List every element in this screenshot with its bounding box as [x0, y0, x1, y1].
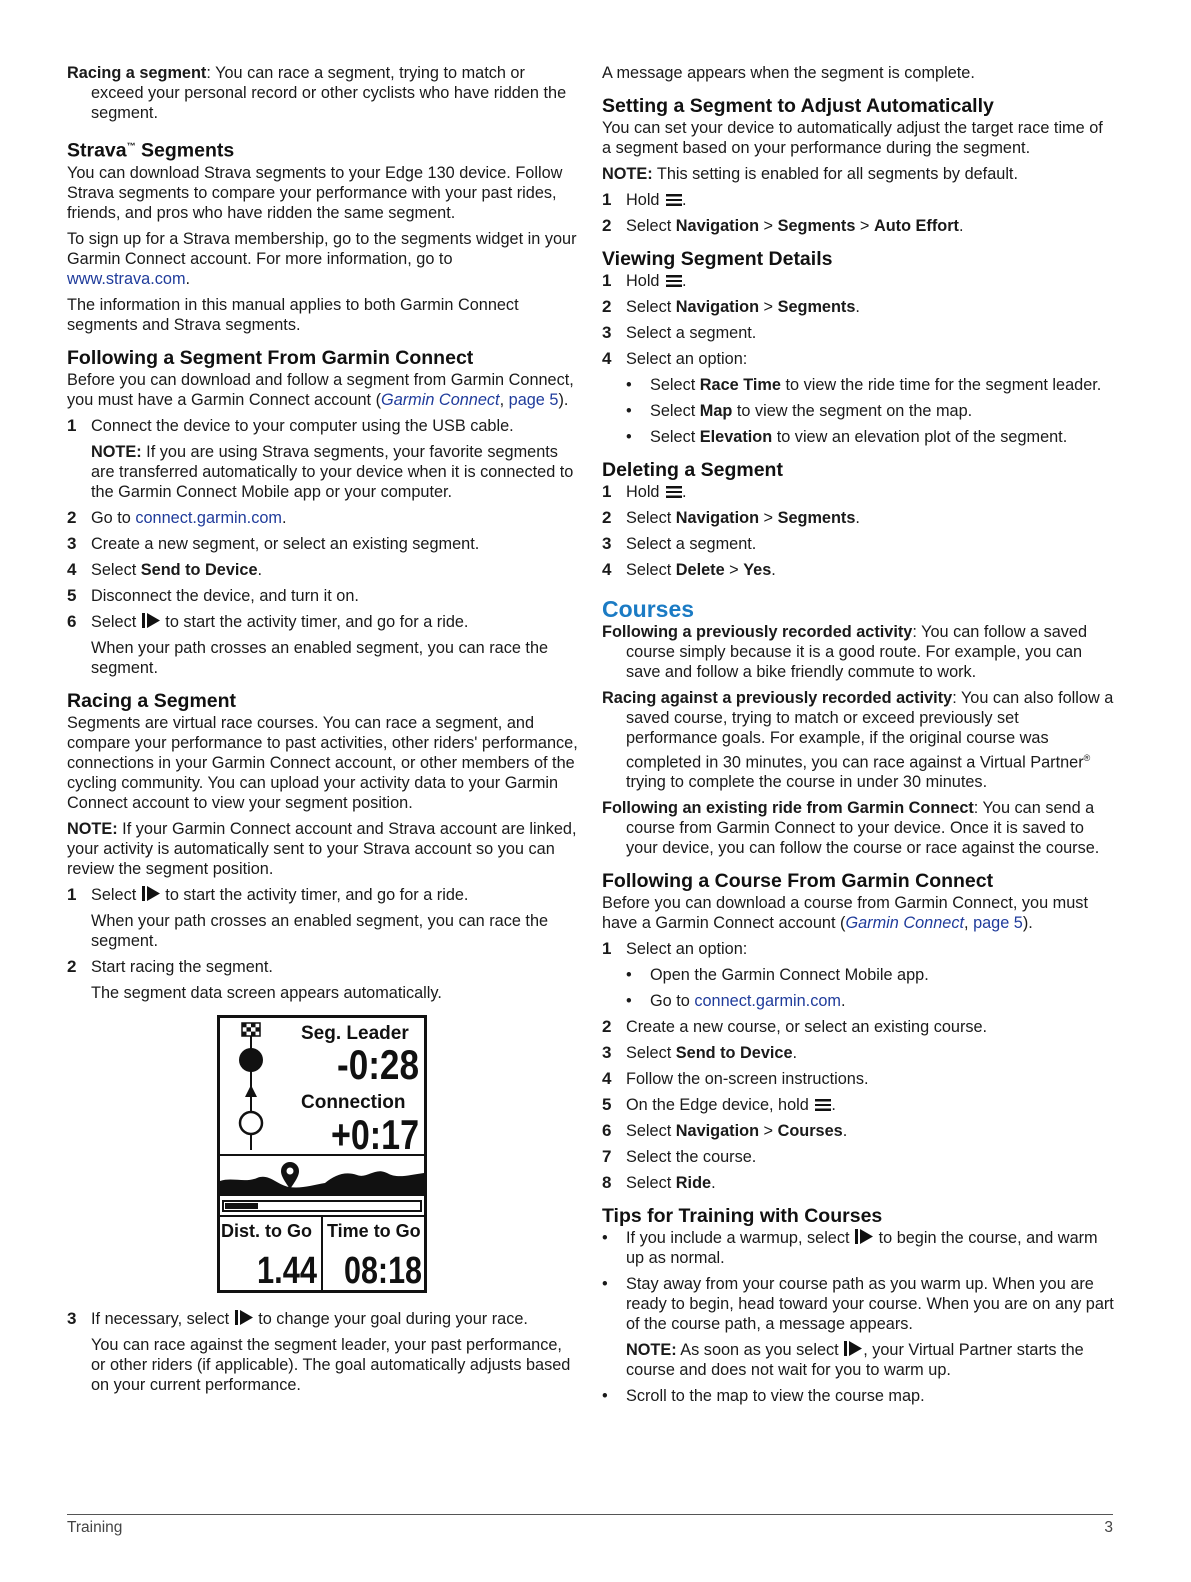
- text: to change your goal during your race.: [253, 1309, 528, 1328]
- text: Select: [626, 1122, 676, 1141]
- step-number: 7: [602, 1147, 612, 1167]
- text: If necessary, select: [91, 1309, 234, 1328]
- step-subtext: The segment data screen appears automatically.: [91, 983, 442, 1002]
- text: ).: [1022, 914, 1033, 933]
- text: .: [855, 509, 860, 527]
- step-number: 3: [602, 323, 612, 342]
- text: to start the activity timer, and go for a ride.: [160, 612, 469, 631]
- step: [602, 190, 1114, 210]
- term: Racing against a previously recorded activity: [602, 689, 953, 707]
- start-stop-icon: [234, 1309, 254, 1326]
- step: [602, 1069, 1114, 1089]
- separator: >: [759, 509, 778, 527]
- connect-garmin-link[interactable]: connect.garmin.com: [135, 508, 282, 527]
- step: [602, 939, 1114, 959]
- step: [602, 297, 1114, 317]
- menu-icon: [666, 194, 682, 206]
- ui-term: Elevation: [699, 428, 773, 446]
- ui-term: Navigation: [675, 298, 760, 316]
- note-label: NOTE:: [91, 442, 142, 461]
- step: [602, 349, 1114, 369]
- page-number: 3: [1104, 1519, 1113, 1536]
- step-number: 4: [602, 1069, 612, 1089]
- list-item: [626, 427, 1114, 447]
- ui-term: Delete: [675, 561, 725, 579]
- paragraph: Segments are virtual race courses. You can race a segment, and compare your performance to past activities, other riders' performance, connections in your Garmin Connect account, or other members of the cycling community. You can upload your activity data to your Garmin Connect account to view your segment position.: [67, 713, 578, 812]
- step-number: 2: [602, 508, 612, 527]
- step-number: 2: [67, 507, 77, 527]
- step-text: Select an option:: [626, 940, 748, 959]
- footer-section: Training: [67, 1519, 123, 1536]
- text: to begin the course, and warm up as normal.: [626, 1229, 1098, 1268]
- text: ,: [499, 390, 509, 409]
- leader-label: Seg. Leader: [301, 1022, 409, 1044]
- step: [67, 560, 579, 580]
- step: [67, 612, 579, 632]
- paragraph: [67, 370, 579, 410]
- step-number: 1: [67, 415, 77, 435]
- text: to view the segment on the map.: [732, 402, 973, 420]
- step-text: [626, 508, 1114, 528]
- ui-term: Yes: [743, 561, 772, 579]
- bullet: •: [602, 1275, 608, 1294]
- step: [67, 1309, 579, 1329]
- step: [67, 957, 579, 977]
- text: ).: [558, 390, 569, 409]
- following-course-heading: Following a Course From Garmin Connect: [602, 870, 994, 893]
- viewing-segment-heading: Viewing Segment Details: [602, 248, 833, 270]
- text: to view an elevation plot of the segment.: [772, 428, 1068, 446]
- text: Hold: [626, 272, 665, 290]
- text: Select: [650, 402, 700, 420]
- step-text: Create a new course, or select an existing course.: [626, 1018, 988, 1037]
- courses-heading: Courses: [602, 596, 695, 622]
- course-definition: [602, 688, 1114, 792]
- step: [602, 323, 1114, 343]
- start-stop-icon: [854, 1228, 874, 1245]
- step-number: 8: [602, 1173, 612, 1193]
- step-number: 5: [602, 1095, 612, 1115]
- ui-term: Navigation: [675, 509, 760, 527]
- racing-segment-heading: Racing a Segment: [67, 689, 237, 712]
- text: Select: [650, 376, 700, 394]
- text: .: [771, 561, 776, 579]
- list-item: [602, 1274, 1114, 1334]
- step: [67, 534, 579, 554]
- paragraph: You can set your device to automatically adjust the target race time of a segment based on your performance during the segment.: [602, 119, 1103, 157]
- note: [67, 442, 579, 502]
- step: [602, 560, 1114, 580]
- tips-heading: Tips for Training with Courses: [602, 1205, 883, 1228]
- text: to start the activity timer, and go for a ride.: [160, 885, 469, 904]
- term: Following an existing ride from Garmin Connect: [602, 799, 974, 818]
- deleting-segment-heading: Deleting a Segment: [602, 459, 783, 481]
- text: If you include a warmup, select: [626, 1229, 855, 1248]
- heading-text: Segments: [135, 139, 235, 162]
- text: Hold: [626, 191, 665, 209]
- strava-heading: [67, 135, 579, 163]
- text: .: [185, 269, 191, 288]
- step: [602, 534, 1114, 554]
- separator: >: [759, 1122, 778, 1141]
- checkered-flag-icon: [242, 1023, 260, 1036]
- text: Select: [626, 217, 676, 235]
- page-link[interactable]: page 5: [508, 390, 559, 409]
- item-text: [650, 375, 1101, 395]
- option-list: [602, 965, 1114, 1011]
- step-text: [626, 216, 1114, 236]
- step-number: 4: [67, 559, 77, 579]
- start-stop-icon: [141, 885, 161, 902]
- list-item: [626, 965, 1114, 985]
- step-number: 3: [67, 533, 77, 553]
- step-text: [626, 1121, 1114, 1141]
- step-subtext: When your path crosses an enabled segment, you can race the segment.: [91, 638, 549, 677]
- text: Select: [91, 885, 141, 904]
- text: .: [257, 560, 263, 579]
- list-item: [626, 991, 1114, 1011]
- step-text: [626, 297, 1114, 317]
- note-text: If your Garmin Connect account and Strava account are linked, your activity is automatically sent to your Strava account so you can review the segment position.: [67, 819, 577, 878]
- leader-marker-icon: [239, 1048, 263, 1072]
- registered-mark: ®: [1083, 753, 1091, 763]
- connect-garmin-link[interactable]: connect.garmin.com: [694, 992, 841, 1011]
- rider-marker-icon: [240, 1112, 262, 1134]
- step-number: 6: [67, 611, 77, 631]
- step-number: 5: [67, 585, 77, 605]
- list-item: [626, 375, 1114, 395]
- text: .: [711, 1174, 716, 1193]
- ui-term: Navigation: [675, 217, 760, 235]
- page-link[interactable]: page 5: [973, 914, 1023, 933]
- item-text: [650, 427, 1067, 447]
- step-text: [91, 560, 579, 580]
- note-text: As soon as you select: [676, 1341, 844, 1360]
- ui-term: Ride: [675, 1174, 712, 1193]
- text: .: [682, 483, 687, 501]
- step-number: 2: [602, 216, 612, 235]
- step-text: [91, 1309, 579, 1329]
- text: .: [855, 298, 860, 316]
- start-stop-icon: [843, 1340, 863, 1357]
- step-text: Disconnect the device, and turn it on.: [91, 586, 359, 605]
- step: [602, 1173, 1114, 1193]
- course-definition: [602, 622, 1114, 682]
- step-text: [626, 190, 1114, 210]
- text: .: [682, 272, 687, 290]
- paragraph: You can download Strava segments to your Edge 130 device. Follow Strava segments to compare your performance with your past rides, friends, and pros who have ridden the same segment.: [67, 163, 563, 222]
- step: [602, 1095, 1114, 1115]
- text: Select: [626, 298, 676, 316]
- bullet: •: [626, 992, 632, 1011]
- menu-icon: [815, 1099, 831, 1111]
- ui-term: Courses: [777, 1122, 843, 1141]
- ui-term: Map: [699, 402, 733, 420]
- right-column: [602, 63, 1114, 1406]
- text: On the Edge device, hold: [626, 1096, 814, 1115]
- step-text: Select an option:: [626, 350, 748, 368]
- definition: : You can follow a saved course simply because it is a good route. For example, you can save and follow a bike friendly commute to work.: [626, 623, 1088, 681]
- step-text: [626, 560, 1114, 580]
- step-text: Select a segment.: [626, 324, 757, 342]
- note: [602, 1340, 1114, 1380]
- step-text: [91, 612, 579, 632]
- text: Select: [626, 1174, 676, 1193]
- text: Go to: [91, 508, 136, 527]
- text: ,: [964, 914, 974, 933]
- definition: : You can also follow a saved course, trying to match or exceed previously set performance goals. For example, if the original course was completed in 30 minutes, you can race against a Virtual Partner: [626, 689, 1114, 772]
- time-to-go-value: 08:18: [344, 1249, 422, 1292]
- step: [67, 885, 579, 905]
- step-text: [626, 482, 1114, 502]
- leader-value: -0:28: [337, 1040, 419, 1088]
- step-text: [626, 1043, 1114, 1063]
- text: Select: [91, 612, 141, 631]
- step-text: Follow the on-screen instructions.: [626, 1070, 869, 1089]
- step-number: 3: [602, 534, 612, 553]
- step-number: 2: [602, 297, 612, 316]
- step-number: 3: [67, 1308, 77, 1328]
- step: [602, 1121, 1114, 1141]
- heading-text: Strava: [67, 139, 127, 162]
- step-subtext: You can race against the segment leader, your past performance, or other riders (if applicable). The goal automatically adjusts based on your current performance.: [91, 1335, 571, 1394]
- step: [602, 1017, 1114, 1037]
- connection-label: Connection: [301, 1091, 406, 1113]
- step: [602, 1043, 1114, 1063]
- bullet: •: [626, 376, 632, 394]
- bullet: •: [626, 402, 632, 420]
- definition: : You can send a course from Garmin Connect to your device. Once it is saved to your device, you can follow the course or race against the course.: [626, 799, 1100, 858]
- paragraph: [602, 893, 1114, 933]
- ui-term: Segments: [777, 509, 856, 527]
- text: .: [958, 217, 964, 235]
- text: Select: [626, 1044, 676, 1063]
- list-item: [602, 1386, 1114, 1406]
- note-text: This setting is enabled for all segments by default.: [652, 165, 1018, 183]
- bullet: •: [602, 1387, 608, 1406]
- progress-fill: [225, 1203, 258, 1209]
- start-stop-icon: [141, 612, 161, 629]
- step: [602, 271, 1114, 291]
- note-label: NOTE:: [626, 1341, 677, 1360]
- paragraph: The information in this manual applies to both Garmin Connect segments and Strava segments.: [67, 295, 519, 334]
- ui-term: Segments: [777, 217, 856, 235]
- separator: >: [759, 298, 778, 316]
- text: Select: [650, 428, 700, 446]
- note-text: If you are using Strava segments, your favorite segments are transferred automatically to your device when it is connected to the Garmin Connect Mobile app or your computer.: [91, 442, 574, 501]
- step-text: [91, 885, 579, 905]
- step-number: 1: [602, 939, 612, 959]
- device-screen-illustration: [217, 1015, 427, 1293]
- option-list: [602, 375, 1114, 447]
- step: [67, 508, 579, 528]
- text: .: [831, 1096, 836, 1115]
- ui-term: Send to Device: [675, 1044, 793, 1063]
- text: to view the ride time for the segment leader.: [780, 376, 1102, 394]
- definition: trying to complete the course in under 30 minutes.: [626, 773, 988, 792]
- bullet: •: [626, 428, 632, 446]
- bullet: •: [626, 966, 632, 985]
- ui-term: Navigation: [675, 1122, 760, 1141]
- step: [67, 416, 579, 436]
- step-text: Create a new segment, or select an existing segment.: [91, 534, 480, 553]
- ui-term: Auto Effort: [873, 217, 959, 235]
- step: [602, 482, 1114, 502]
- bullet: •: [602, 1229, 608, 1248]
- following-segment-heading: Following a Segment From Garmin Connect: [67, 346, 474, 369]
- step-text: [626, 271, 1114, 291]
- term: Racing a segment: [67, 64, 207, 82]
- note-label: NOTE:: [67, 819, 118, 838]
- course-definition: [602, 798, 1114, 858]
- text: .: [682, 191, 687, 209]
- step-number: 4: [602, 349, 612, 368]
- paragraph: [67, 229, 579, 289]
- text: Hold: [626, 483, 665, 501]
- item-text: Stay away from your course path as you warm up. When you are ready to begin, head toward your course. When you are on any part of the course path, a message appears.: [626, 1275, 1114, 1334]
- step-text: [91, 508, 579, 528]
- separator: >: [724, 561, 744, 579]
- text: Before you can download and follow a segment from Garmin Connect, you must have a Garmin Connect account (: [67, 370, 574, 409]
- step: [602, 508, 1114, 528]
- dist-to-go-value: 1.44: [257, 1249, 317, 1292]
- segment-data-screen: [217, 1015, 427, 1293]
- step-text: [626, 1095, 1114, 1115]
- step-number: 3: [602, 1043, 612, 1063]
- left-column: [67, 63, 579, 1395]
- strava-link[interactable]: www.strava.com: [67, 269, 186, 288]
- note: [602, 164, 1114, 184]
- text: Go to: [650, 992, 695, 1011]
- text: To sign up for a Strava membership, go to the segments widget in your Garmin Connect account. For more information, go to: [67, 229, 577, 268]
- list-item: [626, 401, 1114, 421]
- ui-term: Send to Device: [140, 560, 258, 579]
- text: Select: [626, 509, 676, 527]
- trademark: ™: [126, 141, 136, 151]
- menu-icon: [666, 486, 682, 498]
- step-number: 1: [602, 271, 612, 290]
- text: .: [840, 992, 846, 1011]
- text: Before you can download a course from Garmin Connect, you must have a Garmin Connect account (: [602, 894, 1088, 933]
- auto-adjust-heading: Setting a Segment to Adjust Automatically: [602, 95, 994, 117]
- step-text: [626, 1173, 1114, 1193]
- ui-term: Segments: [777, 298, 856, 316]
- step-number: 1: [67, 884, 77, 904]
- step-number: 2: [602, 1017, 612, 1037]
- step-text: Select a segment.: [626, 535, 757, 553]
- list-item: [602, 1228, 1114, 1268]
- ui-term: Race Time: [699, 376, 781, 394]
- term: Following a previously recorded activity: [602, 623, 913, 641]
- note-label: NOTE:: [602, 165, 653, 183]
- note-text: , your Virtual Partner starts the course and does not wait for you to warm up.: [626, 1341, 1084, 1380]
- step: [602, 1147, 1114, 1167]
- time-to-go-label: Time to Go: [327, 1220, 421, 1241]
- step-subtext: When your path crosses an enabled segment, you can race the segment.: [91, 911, 549, 950]
- connection-value: +0:17: [331, 1110, 419, 1158]
- text: .: [792, 1044, 798, 1063]
- text: Select: [91, 560, 141, 579]
- item-text: Open the Garmin Connect Mobile app.: [650, 966, 929, 985]
- step-number: 1: [602, 190, 612, 209]
- step-number: 4: [602, 560, 612, 579]
- text: .: [281, 508, 287, 527]
- step: [602, 216, 1114, 236]
- item-text: [626, 1228, 1114, 1268]
- step-text: Connect the device to your computer using the USB cable.: [91, 416, 514, 435]
- definition: : You can race a segment, trying to match or exceed your personal record or other cyclists who have ridden the segment.: [91, 64, 567, 122]
- dist-to-go-label: Dist. to Go: [221, 1220, 312, 1241]
- page-footer: [67, 1514, 1113, 1537]
- garmin-connect-link[interactable]: Garmin Connect: [381, 390, 500, 409]
- step-text: Start racing the segment.: [91, 957, 273, 976]
- step-number: 1: [602, 482, 612, 501]
- text: .: [842, 1122, 848, 1141]
- step-number: 2: [67, 956, 77, 976]
- item-text: [650, 401, 972, 421]
- note: [67, 819, 579, 879]
- garmin-connect-link[interactable]: Garmin Connect: [845, 914, 964, 933]
- item-text: [650, 991, 846, 1011]
- step: [67, 586, 579, 606]
- separator: >: [855, 217, 874, 235]
- text: Select: [626, 561, 676, 579]
- racing-segment-definition: [67, 63, 579, 123]
- separator: >: [759, 217, 778, 235]
- step-number: 6: [602, 1121, 612, 1141]
- item-text: Scroll to the map to view the course map.: [626, 1387, 925, 1406]
- step-text: Select the course.: [626, 1148, 757, 1167]
- paragraph: A message appears when the segment is complete.: [602, 64, 975, 82]
- menu-icon: [666, 275, 682, 287]
